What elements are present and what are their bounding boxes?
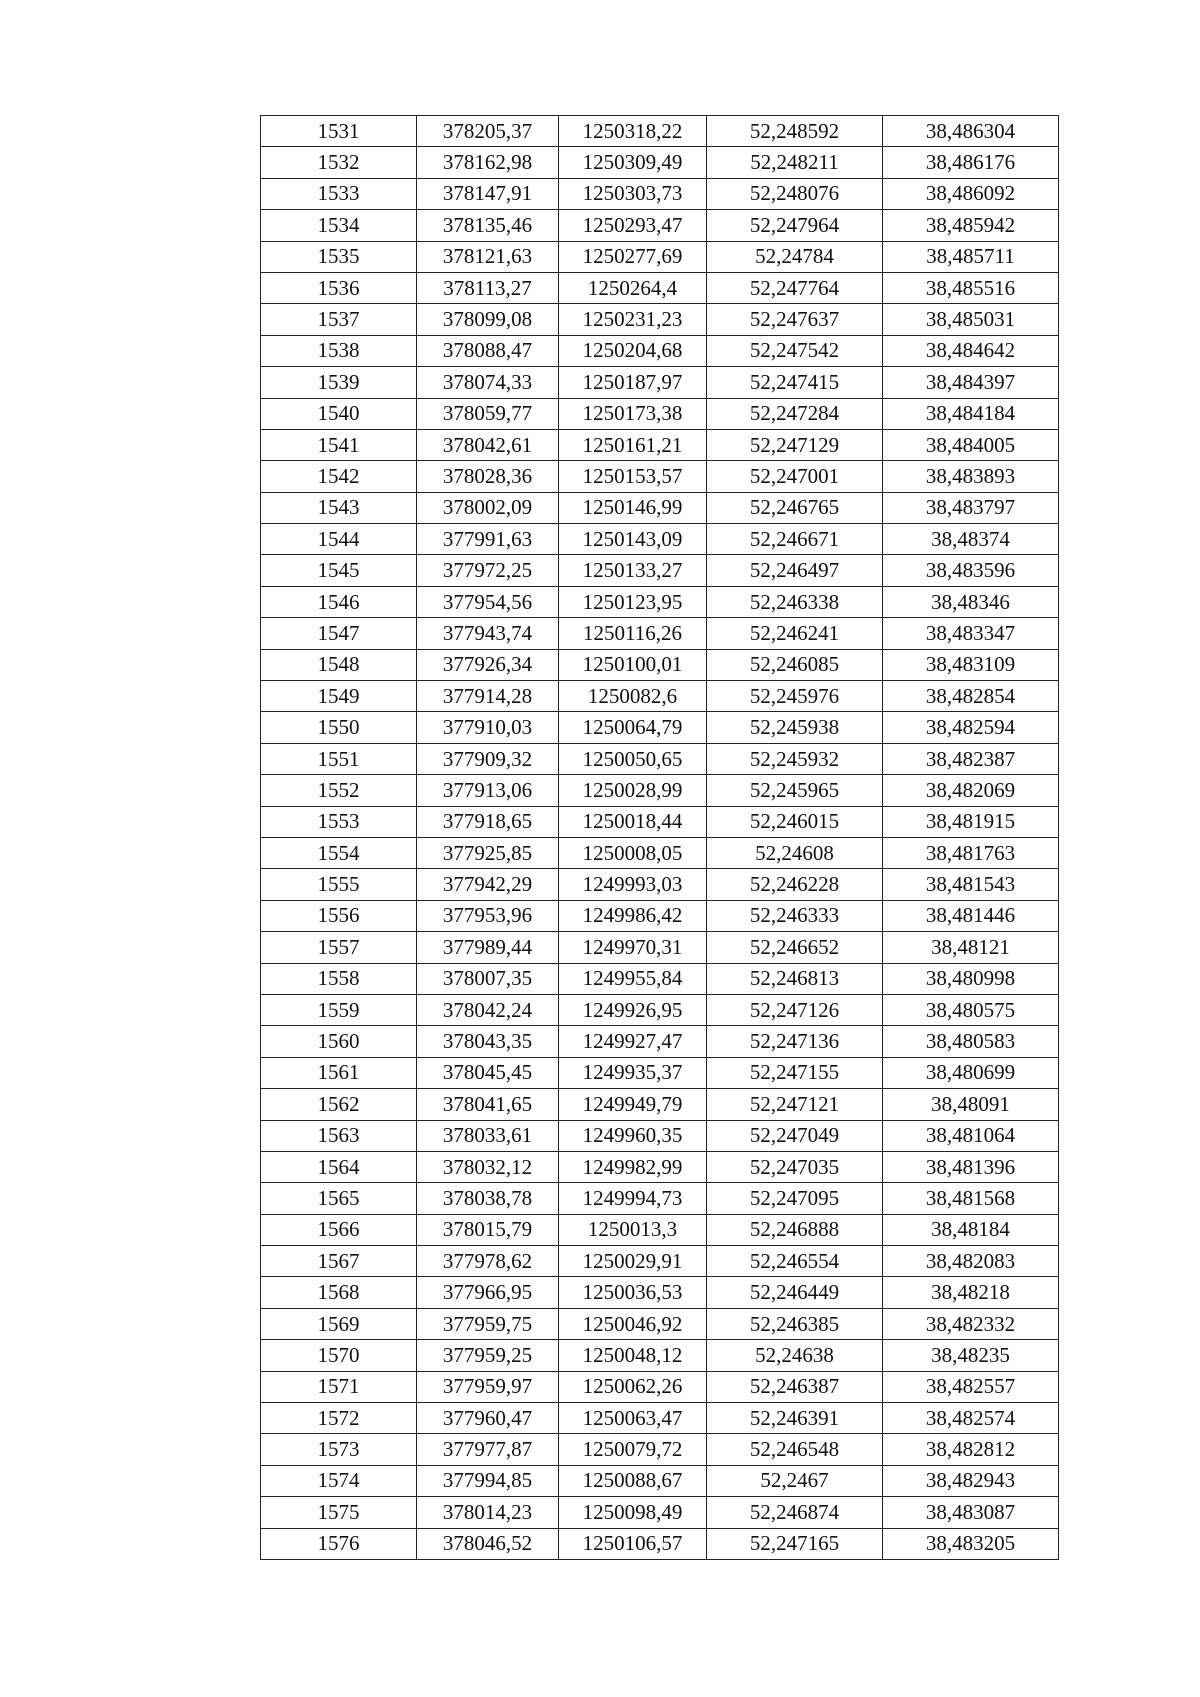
y-coordinate-cell: 1250143,09 xyxy=(559,524,707,555)
point-number-cell: 1566 xyxy=(261,1214,417,1245)
latitude-cell: 52,248076 xyxy=(707,178,883,209)
longitude-cell: 38,480583 xyxy=(883,1026,1059,1057)
latitude-cell: 52,246652 xyxy=(707,932,883,963)
point-number-cell: 1573 xyxy=(261,1434,417,1465)
table-row xyxy=(261,712,1059,743)
x-coordinate-cell: 378088,47 xyxy=(417,335,559,366)
y-coordinate-cell: 1250098,49 xyxy=(559,1497,707,1528)
point-number-cell: 1548 xyxy=(261,649,417,680)
latitude-cell: 52,245976 xyxy=(707,681,883,712)
y-coordinate-cell: 1250062,26 xyxy=(559,1371,707,1402)
longitude-cell: 38,484184 xyxy=(883,398,1059,429)
table-row xyxy=(261,586,1059,617)
latitude-cell: 52,246888 xyxy=(707,1214,883,1245)
y-coordinate-cell: 1250264,4 xyxy=(559,272,707,303)
point-number-cell: 1571 xyxy=(261,1371,417,1402)
point-number-cell: 1547 xyxy=(261,618,417,649)
latitude-cell: 52,2467 xyxy=(707,1465,883,1496)
y-coordinate-cell: 1250303,73 xyxy=(559,178,707,209)
x-coordinate-cell: 378042,24 xyxy=(417,994,559,1025)
latitude-cell: 52,247165 xyxy=(707,1528,883,1559)
longitude-cell: 38,486176 xyxy=(883,147,1059,178)
coordinates-table xyxy=(260,115,1059,1560)
table-row xyxy=(261,994,1059,1025)
longitude-cell: 38,481915 xyxy=(883,806,1059,837)
longitude-cell: 38,481446 xyxy=(883,900,1059,931)
point-number-cell: 1567 xyxy=(261,1246,417,1277)
longitude-cell: 38,48235 xyxy=(883,1340,1059,1371)
y-coordinate-cell: 1250028,99 xyxy=(559,775,707,806)
y-coordinate-cell: 1250187,97 xyxy=(559,367,707,398)
point-number-cell: 1555 xyxy=(261,869,417,900)
longitude-cell: 38,480575 xyxy=(883,994,1059,1025)
y-coordinate-cell: 1250116,26 xyxy=(559,618,707,649)
longitude-cell: 38,482069 xyxy=(883,775,1059,806)
y-coordinate-cell: 1249927,47 xyxy=(559,1026,707,1057)
latitude-cell: 52,24608 xyxy=(707,837,883,868)
point-number-cell: 1553 xyxy=(261,806,417,837)
x-coordinate-cell: 377989,44 xyxy=(417,932,559,963)
y-coordinate-cell: 1250318,22 xyxy=(559,116,707,147)
point-number-cell: 1563 xyxy=(261,1120,417,1151)
point-number-cell: 1564 xyxy=(261,1151,417,1182)
point-number-cell: 1558 xyxy=(261,963,417,994)
table-row xyxy=(261,461,1059,492)
x-coordinate-cell: 378043,35 xyxy=(417,1026,559,1057)
longitude-cell: 38,48121 xyxy=(883,932,1059,963)
longitude-cell: 38,481568 xyxy=(883,1183,1059,1214)
latitude-cell: 52,246874 xyxy=(707,1497,883,1528)
latitude-cell: 52,248592 xyxy=(707,116,883,147)
longitude-cell: 38,482557 xyxy=(883,1371,1059,1402)
point-number-cell: 1536 xyxy=(261,272,417,303)
latitude-cell: 52,247964 xyxy=(707,210,883,241)
y-coordinate-cell: 1250064,79 xyxy=(559,712,707,743)
y-coordinate-cell: 1250048,12 xyxy=(559,1340,707,1371)
table-row xyxy=(261,1026,1059,1057)
y-coordinate-cell: 1250153,57 xyxy=(559,461,707,492)
y-coordinate-cell: 1249982,99 xyxy=(559,1151,707,1182)
table-row xyxy=(261,335,1059,366)
table-row xyxy=(261,429,1059,460)
latitude-cell: 52,246449 xyxy=(707,1277,883,1308)
x-coordinate-cell: 377914,28 xyxy=(417,681,559,712)
table-row xyxy=(261,1528,1059,1559)
latitude-cell: 52,247284 xyxy=(707,398,883,429)
y-coordinate-cell: 1250309,49 xyxy=(559,147,707,178)
x-coordinate-cell: 377966,95 xyxy=(417,1277,559,1308)
latitude-cell: 52,24784 xyxy=(707,241,883,272)
x-coordinate-cell: 378074,33 xyxy=(417,367,559,398)
x-coordinate-cell: 377959,75 xyxy=(417,1308,559,1339)
point-number-cell: 1557 xyxy=(261,932,417,963)
latitude-cell: 52,245938 xyxy=(707,712,883,743)
point-number-cell: 1546 xyxy=(261,586,417,617)
table-row xyxy=(261,1277,1059,1308)
longitude-cell: 38,483347 xyxy=(883,618,1059,649)
table-row xyxy=(261,806,1059,837)
y-coordinate-cell: 1250100,01 xyxy=(559,649,707,680)
longitude-cell: 38,483596 xyxy=(883,555,1059,586)
x-coordinate-cell: 378028,36 xyxy=(417,461,559,492)
longitude-cell: 38,485711 xyxy=(883,241,1059,272)
table-row xyxy=(261,304,1059,335)
latitude-cell: 52,247136 xyxy=(707,1026,883,1057)
y-coordinate-cell: 1250046,92 xyxy=(559,1308,707,1339)
x-coordinate-cell: 378121,63 xyxy=(417,241,559,272)
point-number-cell: 1541 xyxy=(261,429,417,460)
longitude-cell: 38,482083 xyxy=(883,1246,1059,1277)
table-row xyxy=(261,524,1059,555)
x-coordinate-cell: 377959,97 xyxy=(417,1371,559,1402)
x-coordinate-cell: 378162,98 xyxy=(417,147,559,178)
y-coordinate-cell: 1249993,03 xyxy=(559,869,707,900)
longitude-cell: 38,482812 xyxy=(883,1434,1059,1465)
y-coordinate-cell: 1249960,35 xyxy=(559,1120,707,1151)
point-number-cell: 1532 xyxy=(261,147,417,178)
point-number-cell: 1545 xyxy=(261,555,417,586)
longitude-cell: 38,483087 xyxy=(883,1497,1059,1528)
x-coordinate-cell: 378015,79 xyxy=(417,1214,559,1245)
longitude-cell: 38,480699 xyxy=(883,1057,1059,1088)
longitude-cell: 38,484005 xyxy=(883,429,1059,460)
x-coordinate-cell: 378046,52 xyxy=(417,1528,559,1559)
longitude-cell: 38,481064 xyxy=(883,1120,1059,1151)
y-coordinate-cell: 1250013,3 xyxy=(559,1214,707,1245)
y-coordinate-cell: 1250277,69 xyxy=(559,241,707,272)
latitude-cell: 52,246554 xyxy=(707,1246,883,1277)
y-coordinate-cell: 1250133,27 xyxy=(559,555,707,586)
x-coordinate-cell: 378042,61 xyxy=(417,429,559,460)
table-row xyxy=(261,1120,1059,1151)
x-coordinate-cell: 378033,61 xyxy=(417,1120,559,1151)
y-coordinate-cell: 1250008,05 xyxy=(559,837,707,868)
table-row xyxy=(261,178,1059,209)
point-number-cell: 1552 xyxy=(261,775,417,806)
latitude-cell: 52,247049 xyxy=(707,1120,883,1151)
y-coordinate-cell: 1250204,68 xyxy=(559,335,707,366)
y-coordinate-cell: 1249926,95 xyxy=(559,994,707,1025)
table-row xyxy=(261,492,1059,523)
longitude-cell: 38,48346 xyxy=(883,586,1059,617)
point-number-cell: 1572 xyxy=(261,1403,417,1434)
table-row xyxy=(261,210,1059,241)
coordinates-table-body xyxy=(261,116,1059,1560)
longitude-cell: 38,483205 xyxy=(883,1528,1059,1559)
table-row xyxy=(261,618,1059,649)
latitude-cell: 52,246813 xyxy=(707,963,883,994)
x-coordinate-cell: 378045,45 xyxy=(417,1057,559,1088)
longitude-cell: 38,482943 xyxy=(883,1465,1059,1496)
y-coordinate-cell: 1250063,47 xyxy=(559,1403,707,1434)
point-number-cell: 1551 xyxy=(261,743,417,774)
table-row xyxy=(261,963,1059,994)
point-number-cell: 1569 xyxy=(261,1308,417,1339)
latitude-cell: 52,24638 xyxy=(707,1340,883,1371)
x-coordinate-cell: 378002,09 xyxy=(417,492,559,523)
latitude-cell: 52,246338 xyxy=(707,586,883,617)
y-coordinate-cell: 1249994,73 xyxy=(559,1183,707,1214)
point-number-cell: 1531 xyxy=(261,116,417,147)
table-row xyxy=(261,1214,1059,1245)
point-number-cell: 1565 xyxy=(261,1183,417,1214)
point-number-cell: 1533 xyxy=(261,178,417,209)
longitude-cell: 38,482574 xyxy=(883,1403,1059,1434)
point-number-cell: 1574 xyxy=(261,1465,417,1496)
latitude-cell: 52,247764 xyxy=(707,272,883,303)
latitude-cell: 52,246671 xyxy=(707,524,883,555)
point-number-cell: 1562 xyxy=(261,1089,417,1120)
x-coordinate-cell: 378147,91 xyxy=(417,178,559,209)
y-coordinate-cell: 1250018,44 xyxy=(559,806,707,837)
latitude-cell: 52,246015 xyxy=(707,806,883,837)
table-row xyxy=(261,900,1059,931)
x-coordinate-cell: 378135,46 xyxy=(417,210,559,241)
y-coordinate-cell: 1249986,42 xyxy=(559,900,707,931)
table-row xyxy=(261,1246,1059,1277)
x-coordinate-cell: 377918,65 xyxy=(417,806,559,837)
latitude-cell: 52,246241 xyxy=(707,618,883,649)
longitude-cell: 38,48218 xyxy=(883,1277,1059,1308)
table-row xyxy=(261,1403,1059,1434)
point-number-cell: 1537 xyxy=(261,304,417,335)
x-coordinate-cell: 377977,87 xyxy=(417,1434,559,1465)
table-row xyxy=(261,272,1059,303)
longitude-cell: 38,48184 xyxy=(883,1214,1059,1245)
longitude-cell: 38,485942 xyxy=(883,210,1059,241)
longitude-cell: 38,485031 xyxy=(883,304,1059,335)
x-coordinate-cell: 377978,62 xyxy=(417,1246,559,1277)
x-coordinate-cell: 377972,25 xyxy=(417,555,559,586)
table-row xyxy=(261,1434,1059,1465)
x-coordinate-cell: 377943,74 xyxy=(417,618,559,649)
longitude-cell: 38,484397 xyxy=(883,367,1059,398)
latitude-cell: 52,246385 xyxy=(707,1308,883,1339)
x-coordinate-cell: 377942,29 xyxy=(417,869,559,900)
point-number-cell: 1542 xyxy=(261,461,417,492)
point-number-cell: 1568 xyxy=(261,1277,417,1308)
x-coordinate-cell: 377954,56 xyxy=(417,586,559,617)
y-coordinate-cell: 1249935,37 xyxy=(559,1057,707,1088)
x-coordinate-cell: 378205,37 xyxy=(417,116,559,147)
y-coordinate-cell: 1250079,72 xyxy=(559,1434,707,1465)
table-row xyxy=(261,367,1059,398)
latitude-cell: 52,247095 xyxy=(707,1183,883,1214)
longitude-cell: 38,48091 xyxy=(883,1089,1059,1120)
point-number-cell: 1576 xyxy=(261,1528,417,1559)
y-coordinate-cell: 1250161,21 xyxy=(559,429,707,460)
latitude-cell: 52,247001 xyxy=(707,461,883,492)
latitude-cell: 52,246497 xyxy=(707,555,883,586)
y-coordinate-cell: 1250173,38 xyxy=(559,398,707,429)
x-coordinate-cell: 377959,25 xyxy=(417,1340,559,1371)
y-coordinate-cell: 1250123,95 xyxy=(559,586,707,617)
table-row xyxy=(261,116,1059,147)
table-row xyxy=(261,1089,1059,1120)
x-coordinate-cell: 377913,06 xyxy=(417,775,559,806)
latitude-cell: 52,245932 xyxy=(707,743,883,774)
latitude-cell: 52,246387 xyxy=(707,1371,883,1402)
longitude-cell: 38,481396 xyxy=(883,1151,1059,1182)
x-coordinate-cell: 378038,78 xyxy=(417,1183,559,1214)
table-row xyxy=(261,1057,1059,1088)
latitude-cell: 52,247129 xyxy=(707,429,883,460)
y-coordinate-cell: 1250088,67 xyxy=(559,1465,707,1496)
y-coordinate-cell: 1250082,6 xyxy=(559,681,707,712)
y-coordinate-cell: 1249970,31 xyxy=(559,932,707,963)
point-number-cell: 1570 xyxy=(261,1340,417,1371)
y-coordinate-cell: 1250146,99 xyxy=(559,492,707,523)
latitude-cell: 52,247155 xyxy=(707,1057,883,1088)
longitude-cell: 38,482332 xyxy=(883,1308,1059,1339)
x-coordinate-cell: 378007,35 xyxy=(417,963,559,994)
table-row xyxy=(261,1465,1059,1496)
longitude-cell: 38,483893 xyxy=(883,461,1059,492)
longitude-cell: 38,481543 xyxy=(883,869,1059,900)
table-row xyxy=(261,681,1059,712)
table-row xyxy=(261,1183,1059,1214)
y-coordinate-cell: 1249955,84 xyxy=(559,963,707,994)
longitude-cell: 38,484642 xyxy=(883,335,1059,366)
point-number-cell: 1534 xyxy=(261,210,417,241)
point-number-cell: 1559 xyxy=(261,994,417,1025)
table-row xyxy=(261,932,1059,963)
table-row xyxy=(261,398,1059,429)
point-number-cell: 1556 xyxy=(261,900,417,931)
longitude-cell: 38,486304 xyxy=(883,116,1059,147)
x-coordinate-cell: 378113,27 xyxy=(417,272,559,303)
point-number-cell: 1540 xyxy=(261,398,417,429)
point-number-cell: 1561 xyxy=(261,1057,417,1088)
latitude-cell: 52,248211 xyxy=(707,147,883,178)
latitude-cell: 52,246085 xyxy=(707,649,883,680)
latitude-cell: 52,246333 xyxy=(707,900,883,931)
latitude-cell: 52,246548 xyxy=(707,1434,883,1465)
table-row xyxy=(261,869,1059,900)
y-coordinate-cell: 1249949,79 xyxy=(559,1089,707,1120)
table-row xyxy=(261,1340,1059,1371)
longitude-cell: 38,482387 xyxy=(883,743,1059,774)
x-coordinate-cell: 377953,96 xyxy=(417,900,559,931)
x-coordinate-cell: 377909,32 xyxy=(417,743,559,774)
point-number-cell: 1549 xyxy=(261,681,417,712)
x-coordinate-cell: 377960,47 xyxy=(417,1403,559,1434)
x-coordinate-cell: 378032,12 xyxy=(417,1151,559,1182)
longitude-cell: 38,480998 xyxy=(883,963,1059,994)
table-row xyxy=(261,775,1059,806)
point-number-cell: 1544 xyxy=(261,524,417,555)
table-row xyxy=(261,1308,1059,1339)
point-number-cell: 1535 xyxy=(261,241,417,272)
point-number-cell: 1539 xyxy=(261,367,417,398)
longitude-cell: 38,483797 xyxy=(883,492,1059,523)
table-row xyxy=(261,1497,1059,1528)
y-coordinate-cell: 1250106,57 xyxy=(559,1528,707,1559)
x-coordinate-cell: 378059,77 xyxy=(417,398,559,429)
latitude-cell: 52,246391 xyxy=(707,1403,883,1434)
y-coordinate-cell: 1250029,91 xyxy=(559,1246,707,1277)
latitude-cell: 52,247035 xyxy=(707,1151,883,1182)
point-number-cell: 1543 xyxy=(261,492,417,523)
table-row xyxy=(261,241,1059,272)
latitude-cell: 52,247542 xyxy=(707,335,883,366)
point-number-cell: 1538 xyxy=(261,335,417,366)
x-coordinate-cell: 377925,85 xyxy=(417,837,559,868)
point-number-cell: 1550 xyxy=(261,712,417,743)
x-coordinate-cell: 378099,08 xyxy=(417,304,559,335)
y-coordinate-cell: 1250231,23 xyxy=(559,304,707,335)
table-row xyxy=(261,147,1059,178)
x-coordinate-cell: 377994,85 xyxy=(417,1465,559,1496)
longitude-cell: 38,48374 xyxy=(883,524,1059,555)
table-row xyxy=(261,649,1059,680)
x-coordinate-cell: 377910,03 xyxy=(417,712,559,743)
table-row xyxy=(261,743,1059,774)
point-number-cell: 1554 xyxy=(261,837,417,868)
longitude-cell: 38,481763 xyxy=(883,837,1059,868)
x-coordinate-cell: 377991,63 xyxy=(417,524,559,555)
longitude-cell: 38,482854 xyxy=(883,681,1059,712)
latitude-cell: 52,246228 xyxy=(707,869,883,900)
latitude-cell: 52,245965 xyxy=(707,775,883,806)
y-coordinate-cell: 1250036,53 xyxy=(559,1277,707,1308)
y-coordinate-cell: 1250050,65 xyxy=(559,743,707,774)
latitude-cell: 52,247121 xyxy=(707,1089,883,1120)
latitude-cell: 52,246765 xyxy=(707,492,883,523)
latitude-cell: 52,247637 xyxy=(707,304,883,335)
x-coordinate-cell: 378014,23 xyxy=(417,1497,559,1528)
table-row xyxy=(261,1151,1059,1182)
table-row xyxy=(261,1371,1059,1402)
longitude-cell: 38,486092 xyxy=(883,178,1059,209)
point-number-cell: 1560 xyxy=(261,1026,417,1057)
longitude-cell: 38,482594 xyxy=(883,712,1059,743)
x-coordinate-cell: 378041,65 xyxy=(417,1089,559,1120)
point-number-cell: 1575 xyxy=(261,1497,417,1528)
table-row xyxy=(261,837,1059,868)
latitude-cell: 52,247126 xyxy=(707,994,883,1025)
table-row xyxy=(261,555,1059,586)
latitude-cell: 52,247415 xyxy=(707,367,883,398)
longitude-cell: 38,485516 xyxy=(883,272,1059,303)
x-coordinate-cell: 377926,34 xyxy=(417,649,559,680)
y-coordinate-cell: 1250293,47 xyxy=(559,210,707,241)
longitude-cell: 38,483109 xyxy=(883,649,1059,680)
